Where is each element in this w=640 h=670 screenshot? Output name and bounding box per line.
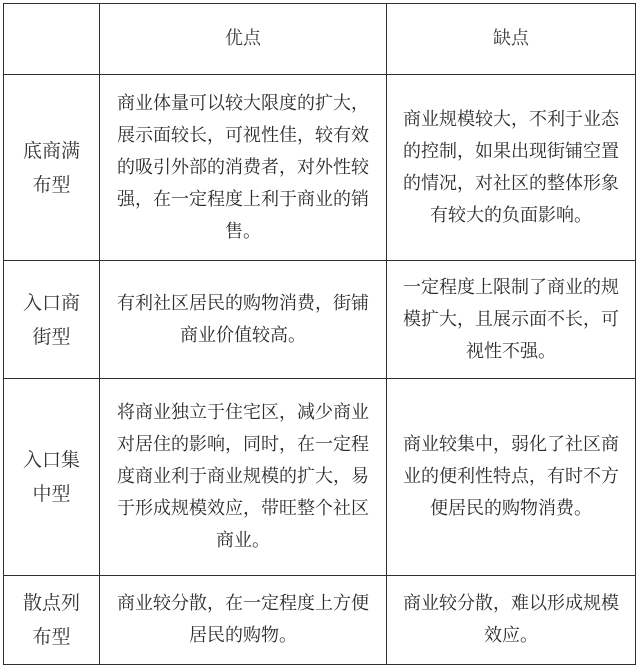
header-cons: 缺点 bbox=[387, 4, 636, 75]
row-type-label: 入口集中型 bbox=[4, 379, 100, 576]
row-cons-cell: 商业较分散，难以形成规模效应。 bbox=[387, 576, 636, 665]
row-pros-cell: 商业体量可以较大限度的扩大，展示面较长，可视性佳，较有效的吸引外部的消费者，对外性较强，在一定程度上利于商业的销售。 bbox=[100, 75, 387, 261]
comparison-table-wrapper bbox=[3, 3, 636, 665]
comparison-table bbox=[3, 3, 636, 665]
header-corner-cell bbox=[4, 4, 100, 75]
table-row bbox=[4, 75, 636, 261]
row-pros-cell: 有利社区居民的购物消费，街铺商业价值较高。 bbox=[100, 261, 387, 379]
row-type-label: 散点列布型 bbox=[4, 576, 100, 665]
row-cons-cell: 一定程度上限制了商业的规模扩大，且展示面不长，可视性不强。 bbox=[387, 261, 636, 379]
row-cons-cell: 商业较集中，弱化了社区商业的便利性特点，有时不方便居民的购物消费。 bbox=[387, 379, 636, 576]
table-row bbox=[4, 379, 636, 576]
table-row bbox=[4, 576, 636, 665]
table-header-row bbox=[4, 4, 636, 75]
row-cons-cell: 商业规模较大，不利于业态的控制，如果出现街铺空置的情况，对社区的整体形象有较大的负面影响。 bbox=[387, 75, 636, 261]
header-pros: 优点 bbox=[100, 4, 387, 75]
row-pros-cell: 商业较分散，在一定程度上方便居民的购物。 bbox=[100, 576, 387, 665]
row-pros-cell: 将商业独立于住宅区，减少商业对居住的影响，同时，在一定程度商业利于商业规模的扩大，易于形成规模效应，带旺整个社区商业。 bbox=[100, 379, 387, 576]
table-row bbox=[4, 261, 636, 379]
row-type-label: 底商满布型 bbox=[4, 75, 100, 261]
row-type-label: 入口商街型 bbox=[4, 261, 100, 379]
